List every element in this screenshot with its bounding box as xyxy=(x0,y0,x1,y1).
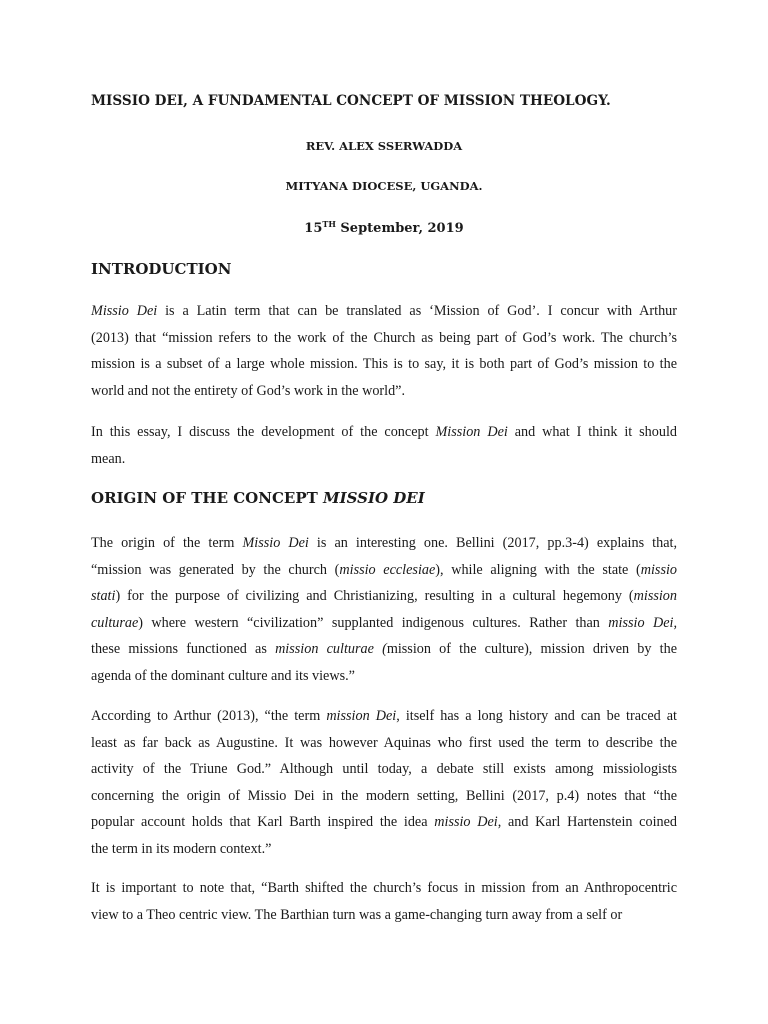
paragraph-line xyxy=(91,902,677,929)
paragraph-line xyxy=(91,583,677,610)
document-date xyxy=(91,219,677,236)
italic-text: mission culturae ( xyxy=(275,641,387,658)
paragraph-intro-1 xyxy=(91,298,677,404)
paragraph-line xyxy=(91,756,677,783)
paragraph-line xyxy=(91,325,677,352)
paragraph-line xyxy=(91,836,677,863)
paragraph-line xyxy=(91,809,677,836)
text-run: the term in its modern context.” xyxy=(91,840,272,857)
paragraph-line xyxy=(91,663,677,690)
text-run: ) for the purpose of civilizing and Christianizing, resulting in a cultural hegemony ( xyxy=(115,588,634,605)
text-run: agenda of the dominant culture and its views.” xyxy=(91,667,355,684)
text-run: mean. xyxy=(91,450,126,467)
text-run: , and Karl Hartenstein coined xyxy=(497,814,678,831)
text-run: In this essay, I discuss the development of the concept xyxy=(91,424,436,440)
text-run: According to Arthur (2013), “the term xyxy=(91,708,327,724)
paragraph-line xyxy=(91,610,677,637)
text-run: mission is a subset of a large whole mission. This is to say, it is both part of God’s mission to the xyxy=(91,356,677,373)
paragraph-line xyxy=(91,730,677,757)
text-run: (2013) that “mission refers to the work of the Church as being part of God’s work. The church’s xyxy=(91,329,677,346)
paragraph-line xyxy=(91,636,677,663)
paragraph-line xyxy=(91,783,677,810)
date-rest: September, 2019 xyxy=(335,221,464,236)
origin-heading-text: ORIGIN OF THE CONCEPT xyxy=(91,489,323,507)
italic-text: Mission Dei xyxy=(435,424,508,440)
text-run: popular account holds that Karl Barth inspired the idea xyxy=(91,814,435,831)
paragraph-line xyxy=(91,446,677,473)
text-run: activity of the Triune God.” Although until today, a debate still exists among missiologists xyxy=(91,761,677,778)
text-run: , itself has a long history and can be traced at xyxy=(396,708,677,724)
author-affiliation: MITYANA DIOCESE, UGANDA. xyxy=(285,179,483,193)
text-run: these missions functioned as xyxy=(91,641,276,658)
paragraph-line xyxy=(91,703,677,730)
text-run: and what I think it should xyxy=(507,424,678,440)
text-run: is an interesting one. Bellini (2017, pp.3-4) explains that, xyxy=(308,535,678,551)
paragraph-line xyxy=(91,378,677,405)
date-suffix: TH xyxy=(322,219,336,229)
origin-heading-italic: MISSIO DEI xyxy=(323,489,425,507)
paragraph-origin-1 xyxy=(91,530,677,690)
italic-text: mission Dei xyxy=(326,708,397,724)
author-name: REV. ALEX SSERWADDA xyxy=(305,139,463,153)
italic-text: missio Dei xyxy=(434,814,498,831)
date-day: 15 xyxy=(304,221,323,236)
origin-heading xyxy=(91,489,425,507)
text-run: view to a Theo centric view. The Barthian turn was a game-changing turn away from a self or xyxy=(91,906,623,923)
italic-text: culturae xyxy=(91,614,139,631)
document-title: MISSIO DEI, A FUNDAMENTAL CONCEPT OF MISSION THEOLOGY. xyxy=(91,93,611,109)
paragraph-line xyxy=(91,557,677,584)
italic-text: missio xyxy=(640,561,677,578)
italic-text: Missio Dei xyxy=(242,535,309,551)
paragraph-origin-3 xyxy=(91,875,677,928)
text-run: ), while aligning with the state ( xyxy=(435,561,641,578)
paragraph-line xyxy=(91,419,677,446)
italic-text: Missio Dei xyxy=(91,303,158,319)
text-run: The origin of the term xyxy=(91,535,243,551)
italic-text: missio ecclesiae xyxy=(339,561,436,578)
paragraph-origin-2 xyxy=(91,703,677,863)
text-run: is a Latin term that can be translated as ‘Mission of God’. I concur with Arthur xyxy=(157,303,677,319)
italic-text: stati xyxy=(91,588,116,605)
paragraph-line xyxy=(91,298,677,325)
paragraph-line xyxy=(91,351,677,378)
introduction-heading: INTRODUCTION xyxy=(91,260,232,278)
paragraph-line xyxy=(91,530,677,557)
text-run: “mission was generated by the church ( xyxy=(91,561,340,578)
text-run: mission of the culture), mission driven by the xyxy=(386,641,677,658)
paragraph-line xyxy=(91,875,677,902)
text-run: world and not the entirety of God’s work in the world”. xyxy=(91,382,406,399)
italic-text: mission xyxy=(633,588,677,605)
paragraph-intro-2 xyxy=(91,419,677,472)
text-run: ) where western “civilization” supplanted indigenous cultures. Rather than xyxy=(138,614,609,631)
text-run: least as far back as Augustine. It was however Aquinas who first used the term to describe the xyxy=(91,734,677,751)
italic-text: missio Dei, xyxy=(608,614,677,631)
text-run: concerning the origin of Missio Dei in the modern setting, Bellini (2017, p.4) notes that “the xyxy=(91,787,677,804)
text-run: It is important to note that, “Barth shifted the church’s focus in mission from an Anthropocentric xyxy=(91,880,677,896)
